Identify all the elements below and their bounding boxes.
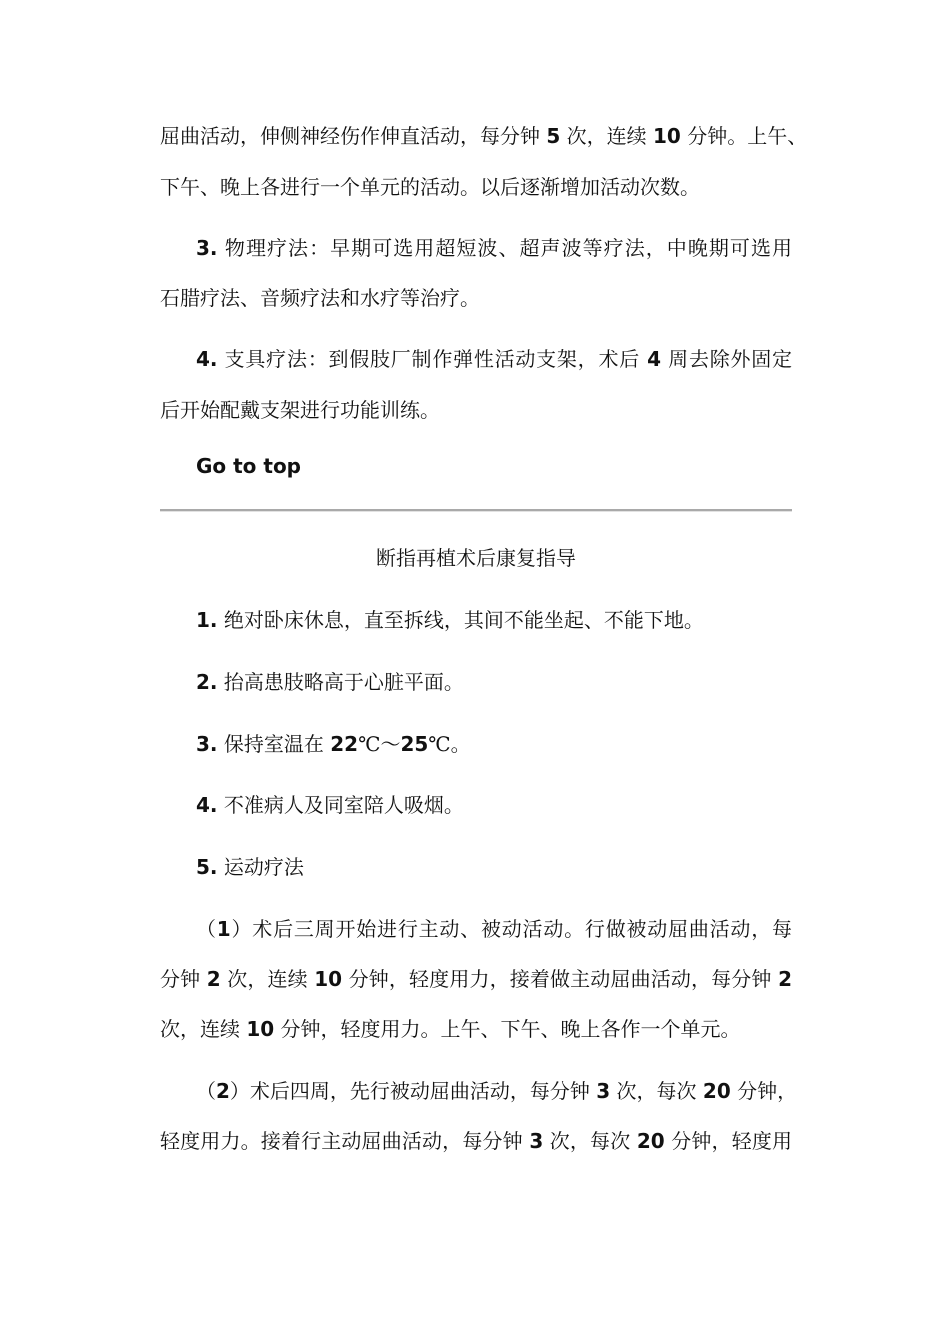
list-item-4 (196, 793, 792, 817)
item-number: 3. (196, 732, 218, 756)
text: ）术后四周，先行被动屈曲活动，每分钟 (229, 1079, 597, 1103)
item-text: 支具疗法：到假肢厂制作弹性活动支架，术后 (217, 347, 648, 371)
paragraph-line: 石腊疗法、音频疗法和水疗等治疗。 (160, 286, 480, 310)
text: 屈曲活动，伸侧神经伤作伸直活动，每分钟 (160, 124, 547, 148)
text: 分钟，轻度用 (664, 1129, 793, 1153)
item-number: 3. (196, 236, 218, 260)
list-item-4 (196, 347, 792, 371)
text: 分钟。上午、 (680, 124, 808, 148)
list-item-3 (196, 732, 792, 756)
item-text: 抬高患肢略高于心脏平面。 (217, 670, 464, 694)
item-number: 5. (196, 855, 218, 879)
list-item-2 (196, 670, 792, 694)
list-item-3 (196, 236, 792, 260)
number: 3 (596, 1079, 611, 1103)
number: 3 (529, 1129, 544, 1153)
number: 1 (216, 917, 231, 941)
number: 20 (636, 1129, 665, 1153)
paragraph-line: 下午、晚上各进行一个单元的活动。以后逐渐增加活动次数。 (160, 175, 700, 199)
number: 10 (653, 124, 681, 148)
paragraph-line (196, 917, 792, 941)
text: 次，连续 (220, 967, 315, 991)
go-to-top-link[interactable]: Go to top (196, 454, 301, 478)
item-number: 4. (196, 793, 218, 817)
section-title: 断指再植术后康复指导 (376, 546, 576, 570)
number: 25 (400, 732, 429, 756)
number: 2 (778, 967, 792, 991)
number: 10 (314, 967, 343, 991)
item-text: 不准病人及同室陪人吸烟。 (217, 793, 464, 817)
number: 20 (702, 1079, 731, 1103)
item-text: 保持室温在 (217, 732, 331, 756)
item-text: 周去除外固定 (661, 347, 793, 371)
item-text: 绝对卧床休息，直至拆线，其间不能坐起、不能下地。 (217, 608, 704, 632)
text: 次，连续 (160, 1017, 247, 1041)
paragraph-line: 后开始配戴支架进行功能训练。 (160, 398, 440, 422)
paragraph-line (160, 1017, 792, 1041)
item-number: 1. (196, 608, 218, 632)
item-number: 2. (196, 670, 218, 694)
item-number: 4. (196, 347, 218, 371)
paragraph-line (160, 967, 792, 991)
text: （ (196, 1079, 216, 1103)
paragraph-line (160, 1129, 792, 1153)
text: 分钟，轻度用力，接着做主动屈曲活动，每分钟 (342, 967, 779, 991)
number: 4 (647, 347, 662, 371)
text: 次，每次 (610, 1079, 703, 1103)
text: 分钟 (160, 967, 207, 991)
item-text: 物理疗法：早期可选用超短波、超声波等疗法，中晚期可选用 (217, 236, 792, 260)
text: （ (196, 917, 217, 941)
number: 2 (216, 1079, 230, 1103)
item-text: ℃～ (358, 732, 401, 756)
text: ）术后三周开始进行主动、被动活动。行做被动屈曲活动，每 (230, 917, 793, 941)
horizontal-divider (160, 509, 792, 512)
list-item-5 (196, 855, 792, 879)
number: 10 (246, 1017, 275, 1041)
list-item-1 (196, 608, 792, 632)
text: 轻度用力。接着行主动屈曲活动，每分钟 (160, 1129, 530, 1153)
paragraph-line (196, 1079, 798, 1103)
text: 分钟，轻度用力。上午、下午、晚上各作一个单元。 (274, 1017, 741, 1041)
text: 分钟， (730, 1079, 798, 1103)
item-text: ℃。 (428, 732, 471, 756)
item-text: 运动疗法 (217, 855, 304, 879)
number: 22 (330, 732, 359, 756)
number: 5 (546, 124, 561, 148)
number: 2 (206, 967, 221, 991)
text: 次，连续 (560, 124, 653, 148)
text: 次，每次 (543, 1129, 637, 1153)
paragraph-line (160, 124, 808, 148)
